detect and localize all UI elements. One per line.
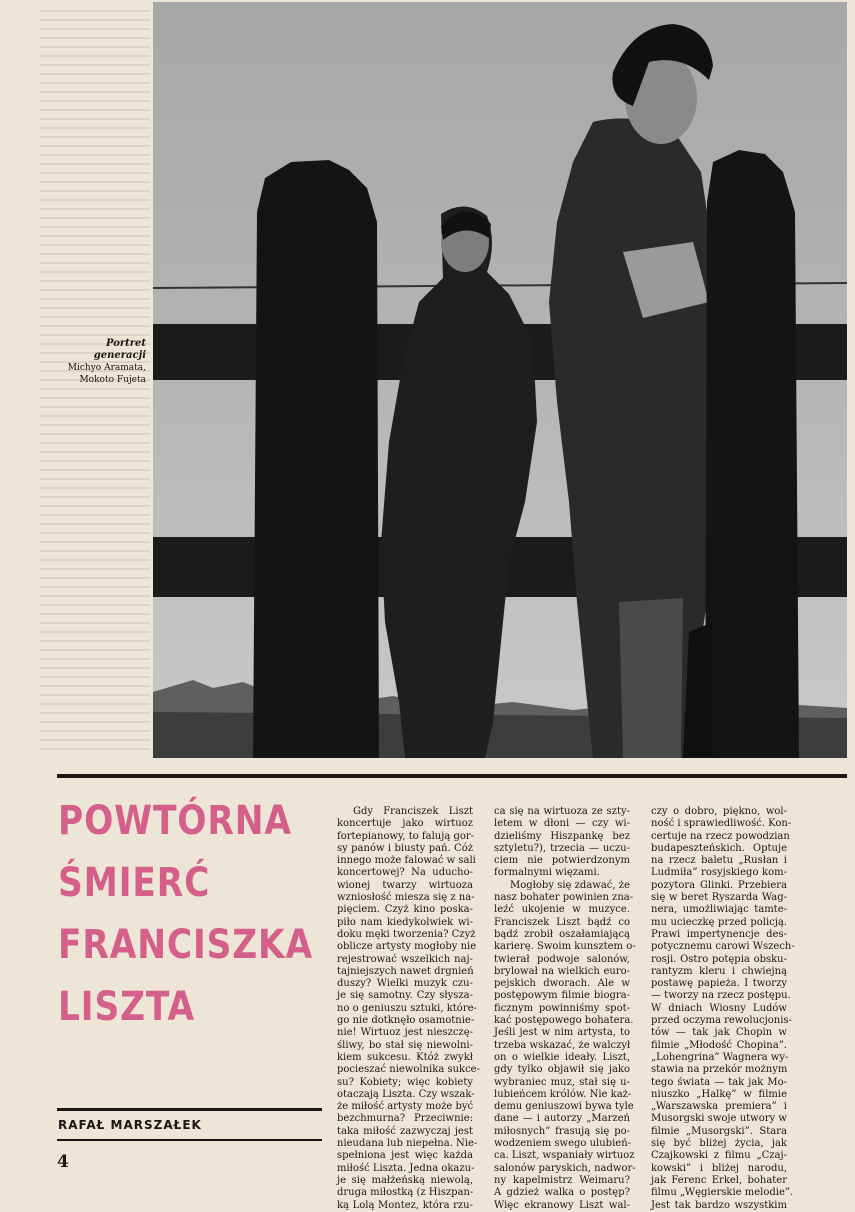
body-text-line: doku męki tworzenia? Czyż	[337, 928, 476, 940]
body-text-line: pozytora Glinki. Przebiera	[651, 879, 787, 891]
body-text-line: filmie „Młodość Chopina”.	[651, 1039, 787, 1051]
caption-title-line: Portret	[105, 338, 146, 349]
body-text-line: rosji. Ostro potępia obsku-	[651, 953, 787, 965]
body-text-line: oblicze artysty mogłoby nie	[337, 941, 477, 953]
page-number: 4	[57, 1152, 69, 1172]
body-text-line: stawia na przekór możnym	[651, 1064, 788, 1076]
headline-line: LISZTA	[58, 984, 196, 1030]
body-text-line: pejskich dworach. Ale w	[494, 978, 630, 990]
author-rule-top	[57, 1108, 322, 1111]
photo-caption	[42, 338, 146, 386]
body-text-line: filmie „Musorgski”. Stara	[651, 1125, 787, 1137]
body-text-line: sztyletu?), trzecia — uczu-	[494, 842, 630, 854]
body-text-line: się w beret Ryszarda Wag-	[651, 892, 787, 904]
body-text-line: no o geniuszu sztuki, które-	[337, 1002, 477, 1014]
body-text-line: spełniona jest więc każda	[337, 1150, 473, 1162]
body-text-line: lubieńcem królów. Nie każ-	[494, 1088, 632, 1100]
body-text-line: ką Lolą Montez, która rzu-	[337, 1199, 473, 1211]
film-still-photo	[153, 2, 847, 758]
body-text-line: Więc ekranowy Liszt wal-	[494, 1199, 630, 1211]
body-text-line: ficznym powinniśmy spot-	[494, 1002, 630, 1014]
body-text-line: nasz bohater powinien zna-	[494, 892, 634, 904]
author-rule-bottom	[57, 1139, 322, 1141]
body-text-line: kiem sukcesu. Któż zwykł	[337, 1051, 473, 1063]
body-text-line: bądź zrobił oszałamiającą	[494, 928, 630, 940]
body-text-line: su? Kobiety; więc kobiety	[337, 1076, 473, 1088]
caption-title-line: generacji	[93, 350, 146, 361]
caption-credit-line: Michyo Aramata,	[67, 363, 146, 373]
body-text-line: wodzeniem swego ulubień-	[494, 1138, 632, 1150]
body-text-line: Gdy Franciszek Liszt	[353, 806, 473, 817]
body-text-line: druga miłostką (z Hiszpan-	[337, 1187, 474, 1199]
body-text-line: „Lohengrina” Wagnera wy-	[651, 1051, 789, 1063]
body-text-line: mu ucieczkę przed policją.	[651, 916, 787, 928]
body-text-line: się być bliżej życia, jak	[651, 1138, 787, 1150]
body-text-line: jak Ferenc Erkel, bohater	[651, 1174, 787, 1186]
body-text-line: je się samotny. Czy słysza-	[337, 990, 473, 1002]
body-text-line: postępowym filmie biogra-	[494, 990, 630, 1002]
body-text-line: koncertuje jako wirtuoz	[337, 818, 473, 830]
body-text-line: tajniejszych nawet drgnień	[337, 965, 474, 977]
body-text-line: wzniosłość miesza się z na-	[337, 892, 475, 904]
body-text-line: ca. Liszt, wspaniały wirtuoz	[494, 1150, 635, 1162]
body-text-line: kać postępowego bohatera.	[494, 1015, 634, 1027]
body-text-line: Ludmiła” rosyjskiego kom-	[651, 867, 787, 879]
body-text-line: przed oczyma rewolucjonis-	[651, 1015, 792, 1027]
body-column-3	[651, 806, 795, 1212]
body-text-line: „Warszawska premiera” i	[651, 1101, 787, 1113]
body-text-line: otaczają Liszta. Czy wszak-	[337, 1088, 475, 1100]
body-text-line: dzieliśmy Hiszpankę bez	[494, 830, 630, 842]
body-text-line: nieudana lub niepełna. Nie-	[337, 1138, 478, 1150]
body-text-line: brylował na wielkich euro-	[494, 965, 630, 977]
body-text-line: je się małżeńską niewolą,	[337, 1174, 473, 1186]
body-text-line: wionej twarzy wirtuoza	[337, 879, 473, 891]
caption-credit-line: Mokoto Fujeta	[79, 375, 146, 385]
body-text-line: miłosnych” frasują się po-	[494, 1125, 630, 1137]
author-byline: RAFAŁ MARSZAŁEK	[58, 1118, 202, 1132]
article-headline	[58, 790, 328, 1038]
body-text-line: on o wielkie ideały. Liszt,	[494, 1051, 630, 1063]
body-text-line: rejestrować wszelkich naj-	[337, 953, 473, 965]
body-text-line: piło nam kiedykolwiek wi-	[337, 916, 473, 928]
headline-line: FRANCISZKA	[58, 922, 314, 968]
body-text-line: Musorgski swoje utwory w	[651, 1113, 787, 1125]
body-text-line: nera, umożliwiając tamte-	[651, 904, 787, 916]
body-text-line: Prawi impertynencje des-	[651, 928, 787, 940]
body-text-line: — tworzy na rzecz postępu.	[651, 990, 791, 1002]
body-text-line: dane — i autorzy „Marzeń	[494, 1113, 630, 1125]
body-text-line: certuje na rzecz powodzian	[651, 830, 790, 842]
body-text-line: ca się na wirtuoza ze szty-	[494, 806, 630, 817]
headline-line: ŚMIERĆ	[58, 860, 211, 906]
body-text-line: kowski” i bliżej narodu,	[651, 1162, 787, 1174]
body-text-line: niuszko „Halkę” w filmie	[651, 1088, 787, 1100]
body-text-line: ność i sprawiedliwość. Kon-	[651, 818, 792, 830]
body-text-line: rantyzm kleru i chwiejną	[651, 965, 787, 977]
body-text-line: Franciszek Liszt bądź co	[494, 916, 630, 928]
body-text-line: budapeszteńskich. Optuje	[651, 842, 787, 854]
body-text-line: wybraniec muz, stał się u-	[494, 1076, 630, 1088]
body-text-line: Czajkowski z filmu „Czaj-	[651, 1150, 787, 1162]
body-text-line: Jest tak bardzo wszystkim	[651, 1199, 787, 1211]
body-text-line: koncertowej? Na uducho-	[337, 867, 473, 879]
body-text-line: Mogłoby się zdawać, że	[510, 879, 630, 891]
body-text-line: innego może falować w sali	[337, 855, 476, 867]
body-text-line: leźć ukojenie w muzyce.	[494, 904, 630, 916]
body-text-line: A gdzież walka o postęp?	[494, 1187, 630, 1199]
headline-line: POWTÓRNA	[58, 798, 292, 844]
body-text-line: pięciem. Czyż kino poska-	[337, 904, 473, 916]
body-text-line: fortepianowy, to falują gor-	[337, 830, 475, 842]
body-text-line: pocieszać niewolnika sukce-	[337, 1064, 480, 1076]
body-text-line: że miłość artysty może być	[337, 1101, 474, 1113]
body-text-line: ciem nie potwierdzonym	[494, 855, 630, 867]
body-text-line: taka miłość zazwyczaj jest	[337, 1125, 473, 1137]
body-text-line: postawę papieża. I tworzy	[651, 978, 787, 990]
body-text-line: czy o dobro, piękno, wol-	[651, 806, 787, 817]
body-text-line: filmu „Węgierskie melodie”.	[651, 1187, 794, 1199]
body-text-line: śliwy, bo stał się niewolni-	[337, 1039, 473, 1051]
body-column-2	[494, 806, 636, 1212]
body-text-line: demu geniuszowi bywa tyle	[494, 1101, 634, 1113]
body-text-line: formalnymi więzami.	[494, 867, 600, 879]
body-text-line: go nie dotknęło osamotnie-	[337, 1015, 475, 1027]
body-text-line: gdy tylko objawił się jako	[494, 1064, 630, 1076]
body-text-line: letem w dłoni — czy wi-	[494, 818, 630, 830]
body-text-line: salonów paryskich, nadwor-	[494, 1162, 636, 1174]
body-text-line: Jeśli jest w nim artysta, to	[494, 1027, 630, 1039]
body-text-line: miłość Liszta. Jedna okazu-	[337, 1162, 475, 1174]
body-text-line: W dniach Wiosny Ludów	[651, 1002, 787, 1014]
body-text-line: tego świata — tak jak Mo-	[651, 1076, 787, 1088]
body-text-line: ny kapelmistrz Weimaru?	[494, 1174, 630, 1186]
body-text-line: twierał podwoje salonów,	[494, 953, 630, 965]
body-text-line: tów — tak jak Chopin w	[651, 1027, 787, 1039]
film-still-illustration	[153, 2, 847, 758]
body-text-line: bezchmurna? Przeciwnie:	[337, 1113, 473, 1125]
body-text-line: sy panów i biusty pań. Cóż	[337, 842, 473, 854]
body-text-line: karierę. Swoim kunsztem o-	[494, 941, 636, 953]
body-text-line: na rzecz baletu „Rusłan i	[651, 855, 787, 867]
body-text-line: nie! Wirtuoz jest nieszczę-	[337, 1027, 473, 1039]
body-text-line: duszy? Wielki muzyk czu-	[337, 978, 473, 990]
top-rule	[57, 774, 847, 778]
body-text-line: trzeba wskazać, że walczył	[494, 1039, 631, 1051]
body-column-1	[337, 806, 480, 1212]
body-text-line: potycznemu carowi Wszech-	[651, 941, 795, 953]
